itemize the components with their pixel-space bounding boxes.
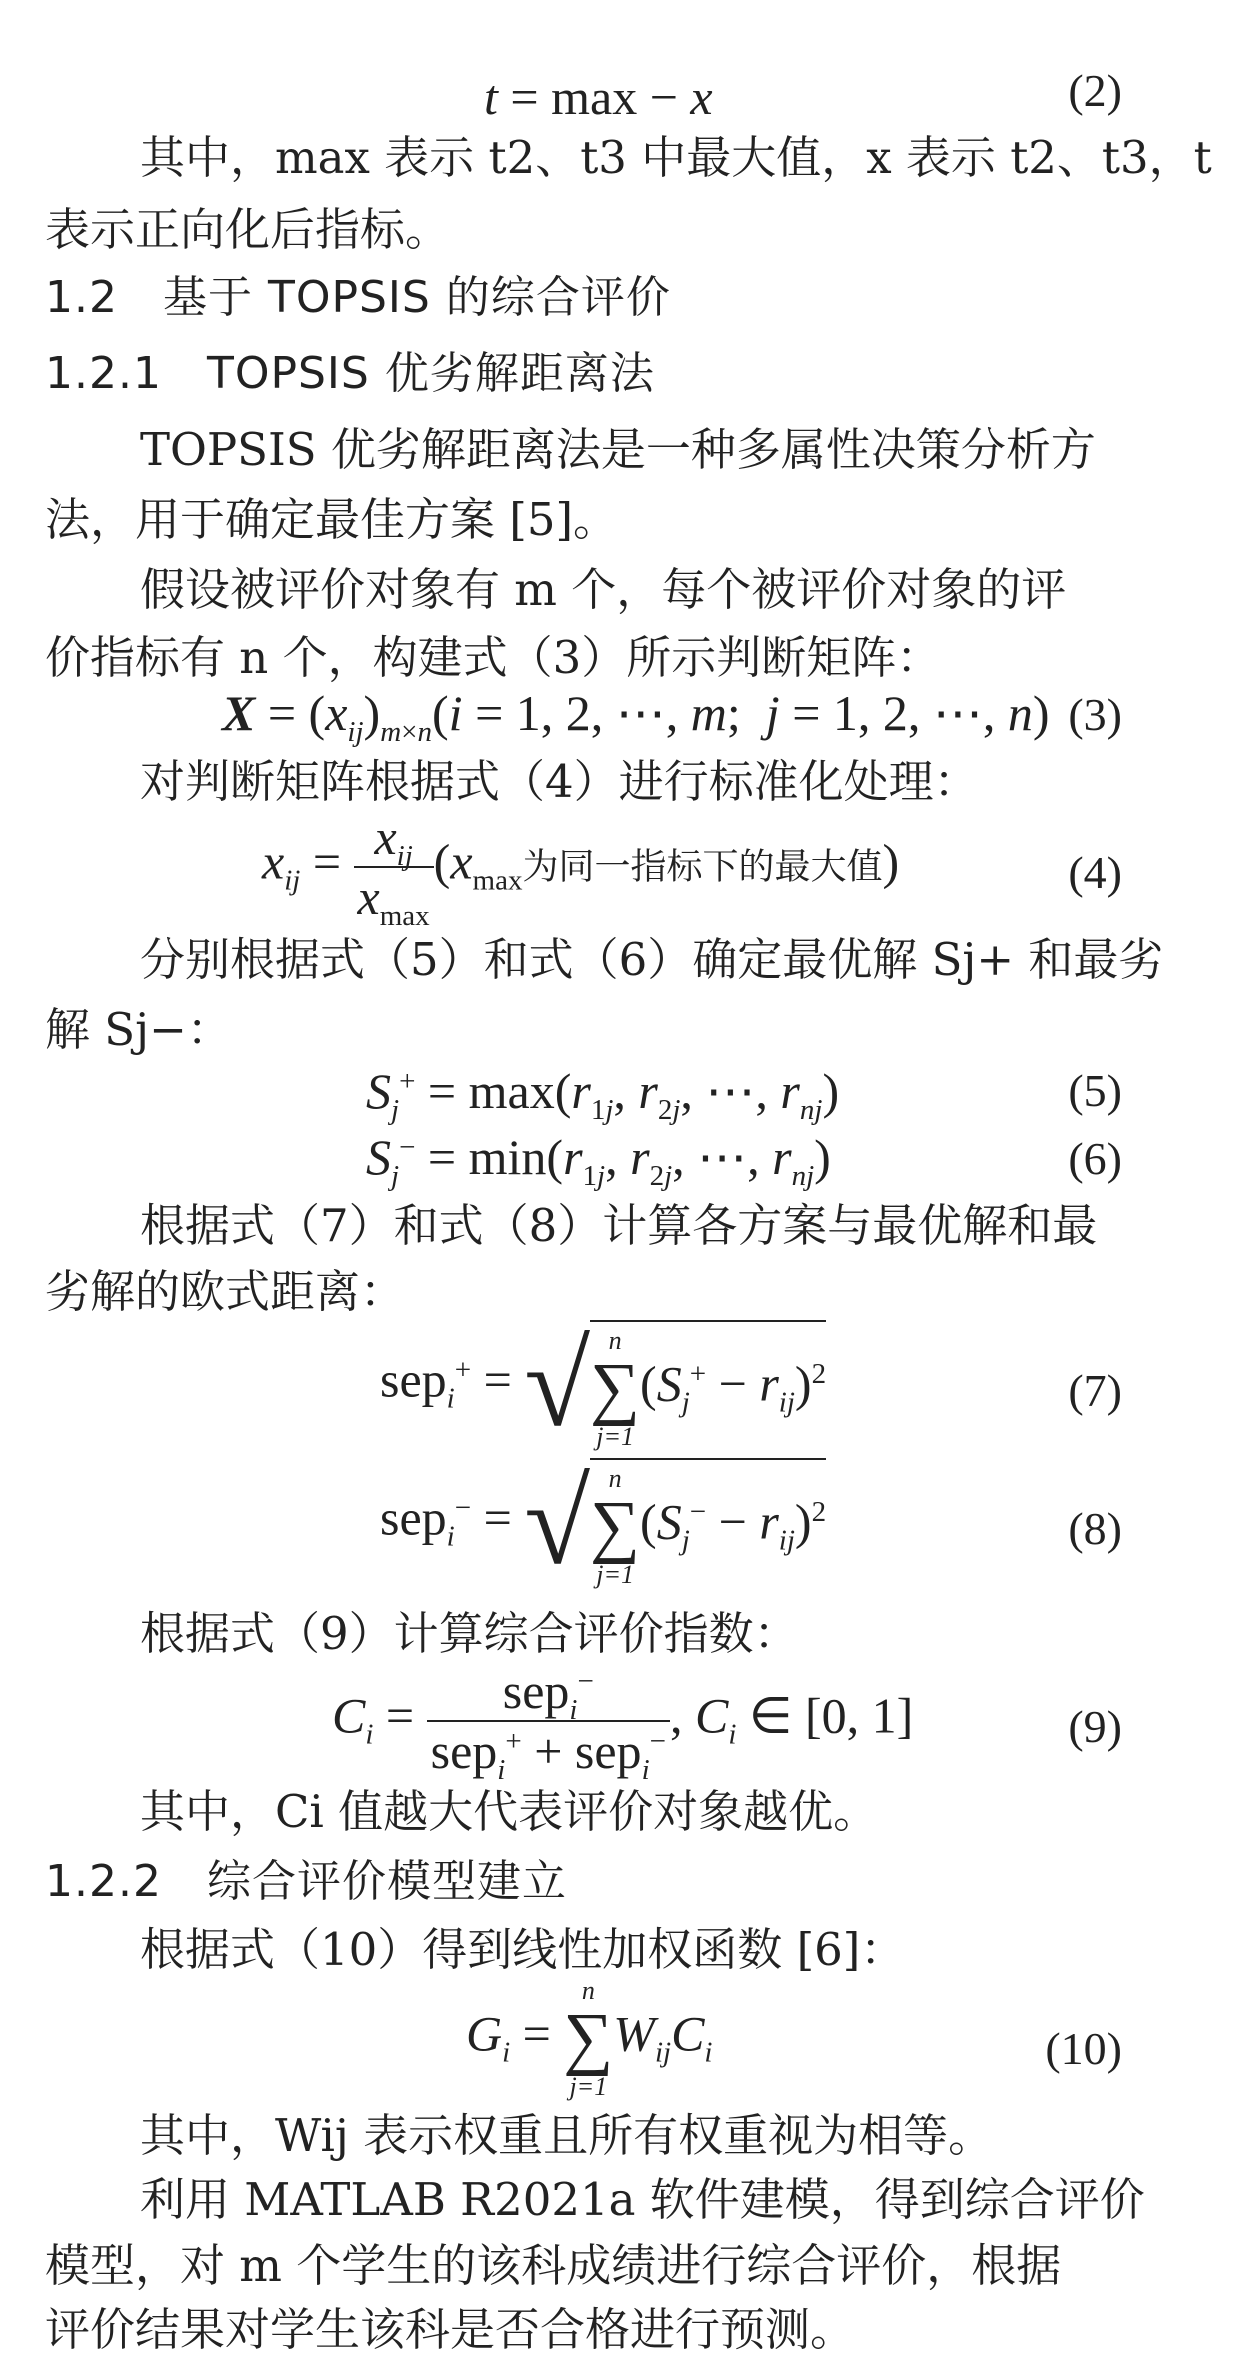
paragraph-matlab-line1: 利用 MATLAB R2021a 软件建模，得到综合评价 (140, 2173, 1145, 2226)
equation-10: $G_i$ = n ∑ j=1 $W_{ij}C_i$ (10) (466, 1976, 1122, 2101)
paragraph-matlab-line3: 评价结果对学生该科是否合格进行预测。 (45, 2303, 856, 2356)
equation-3: $X = (x_{ij})_{m\times n}(i = 1$, 2, ⋯, m; j = 1, 2, ⋯, n) (3) (222, 685, 1122, 748)
paragraph-distance-line1: 根据式（7）和式（8）计算各方案与最优解和最 (140, 1199, 1098, 1252)
subsection-heading-1-2-2: 1.2.2 综合评价模型建立 (45, 1856, 567, 1907)
subsection-heading-1-2-1: 1.2.1 TOPSIS 优劣解距离法 (45, 348, 655, 399)
equation-4-note: 为同一指标下的最大值 (522, 846, 883, 888)
summation: n ∑ j=1 (590, 1464, 641, 1589)
paragraph-weight: 根据式（10）得到线性加权函数 [6]： (140, 1923, 906, 1976)
equation-8: sep$_i$− = √ n ∑ j=1 $(S_j^- - r_{ij})^2$ (8) (380, 1456, 1122, 1589)
paragraph-normalize: 对判断矩阵根据式（4）进行标准化处理： (140, 755, 979, 808)
fraction: $\frac{sep_i^-}{sep_i^+ + sep_i^-}$ (427, 1662, 670, 1780)
square-root: √ n ∑ j=1 $(S_j^- - r_{ij})^2$ (524, 1456, 827, 1589)
equation-number: (4) (1068, 847, 1122, 898)
equation-number: (2) (1068, 65, 1122, 116)
equation-9: $C_i$ = $\frac{sep_i^-}{sep_i^+ + sep_i^-}$ , $C_i$ ∈ [0, 1] (9) (332, 1663, 1122, 1786)
equation-number: (6) (1068, 1133, 1122, 1184)
paragraph-assume-line2: 价指标有 n 个，构建式（3）所示判断矩阵： (45, 631, 942, 684)
equation-2: t = max − x (2) (484, 65, 1122, 125)
paragraph-assume-line1: 假设被评价对象有 m 个，每个被评价对象的评 (140, 563, 1067, 616)
paragraph-topsis-line2: 法，用于确定最佳方案 [5]。 (45, 493, 619, 546)
paragraph-index: 根据式（9）计算综合评价指数： (140, 1607, 799, 1660)
summation: n ∑ j=1 (590, 1326, 641, 1451)
paragraph-distance-line2: 劣解的欧式距离： (45, 1265, 406, 1318)
equation-number: (9) (1068, 1701, 1122, 1752)
paragraph-ideal-line2: 解 Sj−： (45, 1003, 232, 1056)
paragraph-ideal-line1: 分别根据式（5）和式（6）确定最优解 Sj+ 和最劣 (140, 933, 1164, 986)
section-heading-1-2: 1.2 基于 TOPSIS 的综合评价 (45, 272, 671, 323)
paragraph-matlab-line2: 模型，对 m 个学生的该科成绩进行综合评价，根据 (45, 2239, 1062, 2292)
equation-number: (3) (1068, 689, 1122, 740)
paragraph-topsis-line1: TOPSIS 优劣解距离法是一种多属性决策分析方 (140, 423, 1096, 476)
equation-6: $S_j^- = \min(r_{1j}$, $r_{2j}$, ⋯, $r_{nj}$) (6) (366, 1129, 1122, 1192)
paragraph-ci: 其中，Ci 值越大代表评价对象越优。 (140, 1785, 879, 1838)
equation-number: (10) (1045, 2023, 1122, 2074)
equation-number: (8) (1068, 1503, 1122, 1554)
equation-number: (7) (1068, 1365, 1122, 1416)
paragraph-max-line2: 表示正向化后指标。 (45, 203, 451, 256)
paragraph-max-line1: 其中，max 表示 t2、t3 中最大值，x 表示 t2、t3，t (140, 131, 1212, 184)
summation: n ∑ j=1 (563, 1976, 614, 2101)
equation-4: $x_{ij}$ = $\frac{x_{ij}}{x_{max}}$ ($x_{max}$为同一指标下的最大值) (4) (262, 809, 1122, 932)
paragraph-wij: 其中，Wij 表示权重且所有权重视为相等。 (140, 2109, 994, 2162)
equation-5: $S_j^+ = \max(r_{1j}$, $r_{2j}$, ⋯, $r_{nj}$) (5) (366, 1063, 1122, 1126)
equation-7: sep$_i$+ = √ n ∑ j=1 $(S_j^+ - r_{ij})^2$ (7) (380, 1318, 1122, 1451)
fraction: $\frac{x_{ij}}{x_{max}}$ (354, 808, 434, 926)
equation-number: (5) (1068, 1065, 1122, 1116)
square-root: √ n ∑ j=1 $(S_j^+ - r_{ij})^2$ (524, 1318, 827, 1451)
